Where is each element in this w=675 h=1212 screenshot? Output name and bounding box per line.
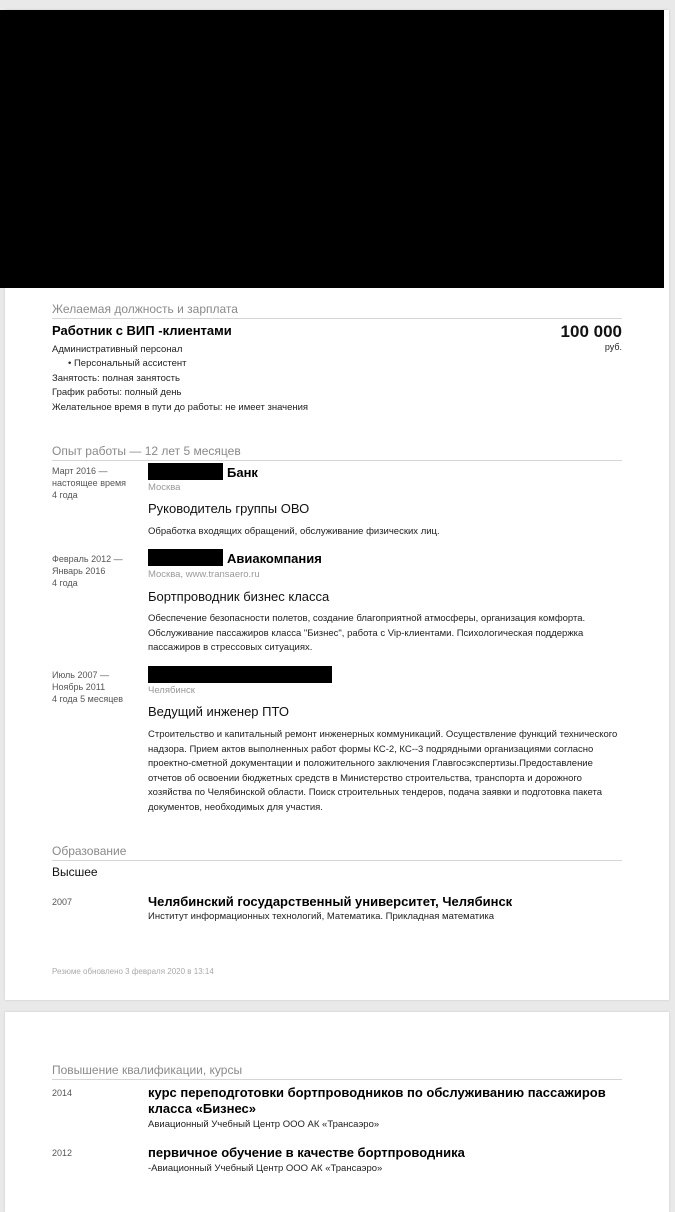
- job-3-period-end: Ноябрь 2011: [52, 682, 106, 692]
- course-2-org: -Авиационный Учебный Центр ООО АК «Трансаэро»: [148, 1163, 383, 1174]
- job-1-location: Москва: [148, 482, 181, 493]
- desired-commute: Желательное время в пути до работы: не имеет значения: [52, 402, 309, 413]
- job-1-description: Обработка входящих обращений, обслуживание физических лиц.: [148, 526, 440, 537]
- job-1-title: Руководитель группы ОВО: [148, 501, 310, 516]
- salary-currency: руб.: [604, 342, 622, 352]
- job-2-location: Москва, www.transaero.ru: [148, 569, 260, 580]
- section-title-desired: Желаемая должность и зарплата: [52, 302, 622, 319]
- section-title-education: Образование: [52, 844, 622, 861]
- job-1-company: Банк: [227, 465, 258, 480]
- job-3-duration: 4 года 5 месяцев: [52, 694, 124, 704]
- education-institution: Челябинский государственный университет, Челябинск: [148, 894, 513, 909]
- job-1-period: [52, 465, 126, 501]
- desired-position: Работник с ВИП -клиентами: [52, 323, 232, 338]
- redacted-company-3: [148, 666, 332, 683]
- education-faculty: Институт информационных технологий, Математика. Прикладная математика: [148, 911, 495, 922]
- redacted-header: [0, 10, 664, 288]
- desired-specialization: • Персональный ассистент: [68, 358, 187, 369]
- course-1-org: Авиационный Учебный Центр ООО АК «Трансаэро»: [148, 1119, 380, 1130]
- job-3-period: [52, 669, 123, 705]
- job-1-period-end: настоящее время: [52, 478, 127, 488]
- job-2-period: [52, 553, 123, 589]
- job-3-period-start: Июль 2007 —: [52, 670, 109, 680]
- course-1-year: 2014: [52, 1088, 73, 1098]
- salary-value: 100 000: [560, 322, 622, 341]
- course-2-title: первичное обучение в качестве бортпроводника: [148, 1145, 465, 1160]
- course-1-title: курс переподготовки бортпроводников по обслуживанию пассажиров класса «Бизнес»: [148, 1085, 606, 1116]
- redacted-company-1: [148, 463, 223, 480]
- desired-schedule: График работы: полный день: [52, 387, 182, 398]
- job-2-period-end: Январь 2016: [52, 566, 106, 576]
- job-2-description: Обеспечение безопасности полетов, создание благоприятной атмосферы, организация комфорта. Обслуживание пассажиров класса "Бизнес", работа с Vip-клиентами. Психологическая поддержка пассажиров в стрессовых ситуациях.: [148, 613, 586, 653]
- section-title-experience: Опыт работы — 12 лет 5 месяцев: [52, 444, 622, 461]
- education-year: 2007: [52, 897, 73, 907]
- redacted-company-2: [148, 549, 223, 566]
- job-3-title: Ведущий инженер ПТО: [148, 704, 289, 719]
- section-title-courses: Повышение квалификации, курсы: [52, 1063, 622, 1080]
- resume-updated: Резюме обновлено 3 февраля 2020 в 13:14: [52, 967, 214, 976]
- job-1-duration: 4 года: [52, 490, 78, 500]
- desired-category: Административный персонал: [52, 344, 183, 355]
- resume-page-2: [5, 1012, 669, 1212]
- education-level: Высшее: [52, 865, 98, 879]
- course-2-year: 2012: [52, 1148, 73, 1158]
- desired-employment: Занятость: полная занятость: [52, 373, 180, 384]
- job-1-period-start: Март 2016 —: [52, 466, 108, 476]
- job-2-period-start: Февраль 2012 —: [52, 554, 123, 564]
- job-3-location: Челябинск: [148, 685, 195, 696]
- job-2-title: Бортпроводник бизнес класса: [148, 589, 330, 604]
- job-3-description: Строительство и капитальный ремонт инженерных коммуникаций. Осуществление функций технического надзора. Прием актов выполненных работ формы КС-2, КС--3 подрядными организациями согласно проектно-сметной документации и положительного заключения Главгосэкспертизы.Предоставление отчетов об освоении бюджетных средств в Министерство строительства, транспорта и дорожного хозяйства по Челябинской области. Поиск строительных тендеров, подача заявки и подготовка пакета документов, необходимых для участия.: [148, 729, 618, 813]
- job-2-duration: 4 года: [52, 578, 78, 588]
- job-2-company: Авиакомпания: [227, 551, 322, 566]
